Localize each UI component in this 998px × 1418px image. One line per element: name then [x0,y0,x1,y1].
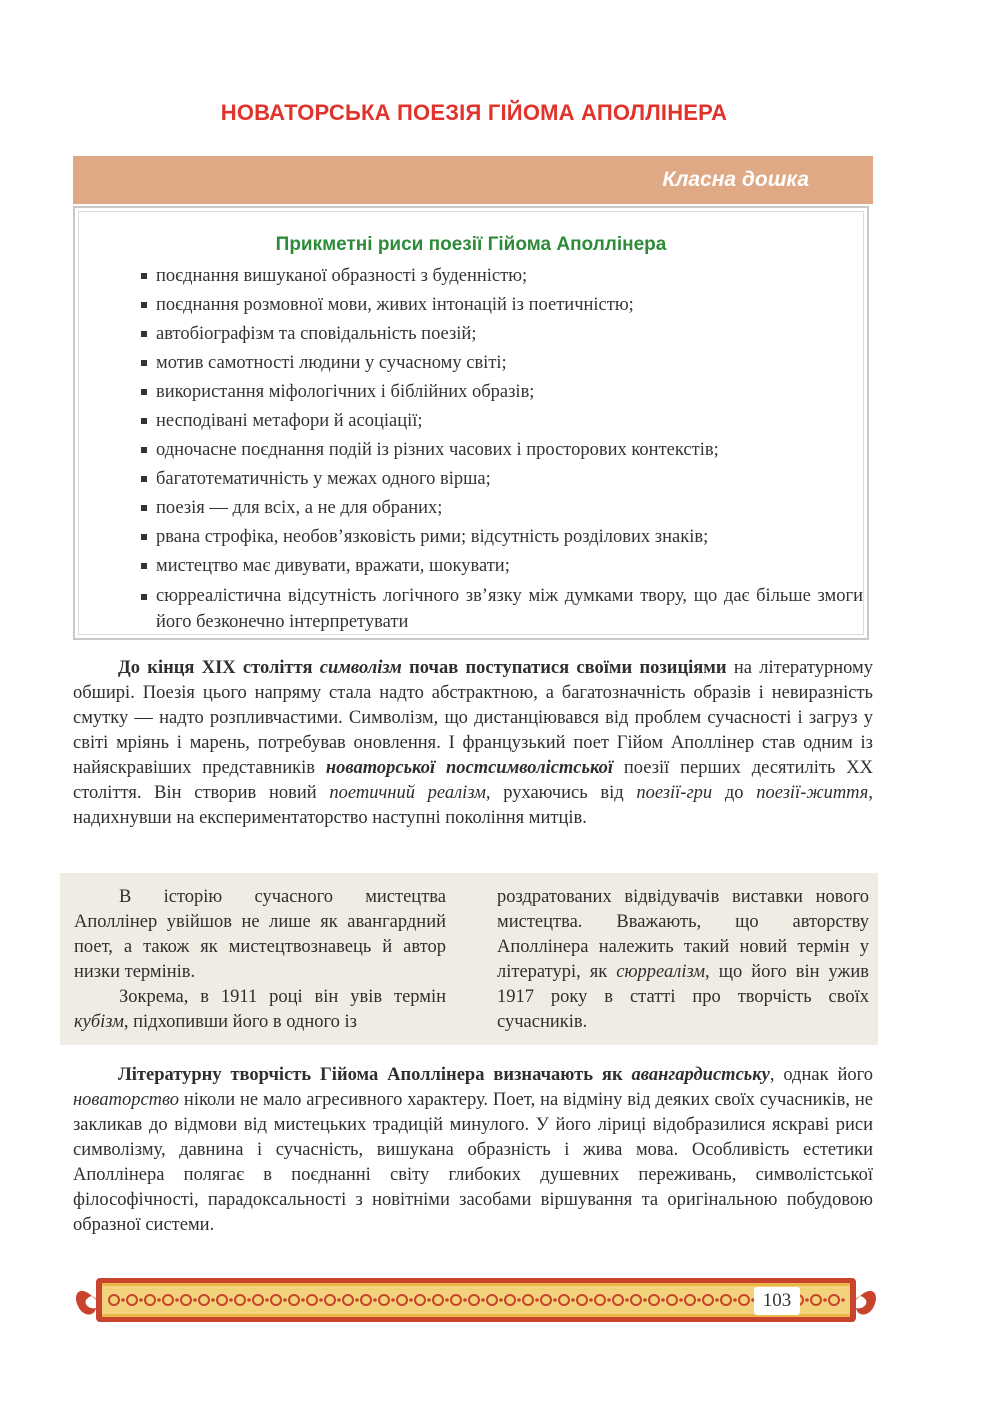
info-columns-box [60,873,878,1045]
info-column-right: роздратованих відвідувачів виставки нового мистецтва. Вважають, що авторству Аполлінера належить такий новий термін у літературі, як сюрреалізм, що його він ужив 1917 року в статті про творчість своїх сучасників. [497,887,869,1032]
blackboard-inner-frame [78,211,864,635]
paragraph-symbolism: До кінця XIX століття символізм почав поступатися своїми позиціями на літературному обширі. Поезія цього напряму стала надто абстрактною, а багатозначність образів і невиразність смутку — надто розпливчастими. Символізм, що дистанціювався від проблем сучасності і загруз у світі мріянь і марень, потребував оновлення. І французький поет Гійом Аполлінер став одним із найяскравіших представників новаторської постсимволістської поезії перших десятиліть XX століття. Він створив новий поетичний реалізм, рухаючись від поезії-гри до поезії-життя, надихнувши на експериментаторство наступні покоління митців. [73,658,874,828]
bullet-square-icon [141,302,147,308]
bullet-square-icon [141,331,147,337]
list-item: мистецтво має дивувати, вражати, шокувати; [141,552,863,581]
list-item: поезія — для всіх, а не для обраних; [141,494,863,523]
list-item: несподівані метафори й асоціації; [141,407,863,436]
info-column-left: В історію сучасного мистецтва Аполлінер увійшов не лише як авангардний поет, а також як мистецтвознавець й автор низки термінів. Зокрема, в 1911 році він увів термін кубізм, підхопивши його в одного із [74,887,446,1032]
bullet-square-icon [141,505,147,511]
bullet-square-icon [141,534,147,540]
features-list [141,262,863,635]
list-item: поєднання розмовної мови, живих інтонацій із поетичністю; [141,291,863,320]
list-item: рвана строфіка, необов’язковість рими; відсутність розділових знаків; [141,523,863,552]
list-item: одночасне поєднання подій із різних часових і просторових контекстів; [141,436,863,465]
bullet-square-icon [141,418,147,424]
list-item: сюрреалістична відсутність логічного зв’язку між думками твору, що дає більше змоги його безконечно інтерпретувати [141,581,863,635]
list-item: автобіографізм та сповідальність поезій; [141,320,863,349]
blackboard-title: Прикметні риси поезії Гійома Аполлінера [275,234,667,255]
bullet-square-icon [141,447,147,453]
list-item: використання міфологічних і біблійних образів; [141,378,863,407]
list-item: мотив самотності людини у сучасному світі; [141,349,863,378]
paragraph-avantgarde: Літературну творчість Гійома Аполлінера визначають як авангардистську, однак його новаторство ніколи не мало агресивного характеру. Поет, на відміну від деяких своїх сучасників, не закликав до відмови від мистецьких традицій минулого. У його ліриці відобразилися яскраві риси символізму, давнина і сучасність, вишукана образність і жива мова. Особливість естетики Аполлінера полягає в поєднанні світу глибоких душевних переживань, символістської філософічності, парадоксальності з новітніми засобами віршування та оригінальною побудовою образної системи. [73,1065,873,1235]
bullet-square-icon [141,476,147,482]
blackboard-box [73,206,869,640]
page-number: 103 [754,1287,800,1315]
board-header-label: Класна дошка [662,168,809,191]
bullet-square-icon [141,594,147,600]
list-item: поєднання вишуканої образності з буденністю; [141,262,863,291]
board-header [73,156,873,204]
bullet-square-icon [141,273,147,279]
list-item: багатотематичність у межах одного вірша; [141,465,863,494]
page-title: НОВАТОРСЬКА ПОЕЗІЯ ГІЙОМА АПОЛЛІНЕРА [220,100,728,125]
bullet-square-icon [141,563,147,569]
bullet-square-icon [141,389,147,395]
bullet-square-icon [141,360,147,366]
